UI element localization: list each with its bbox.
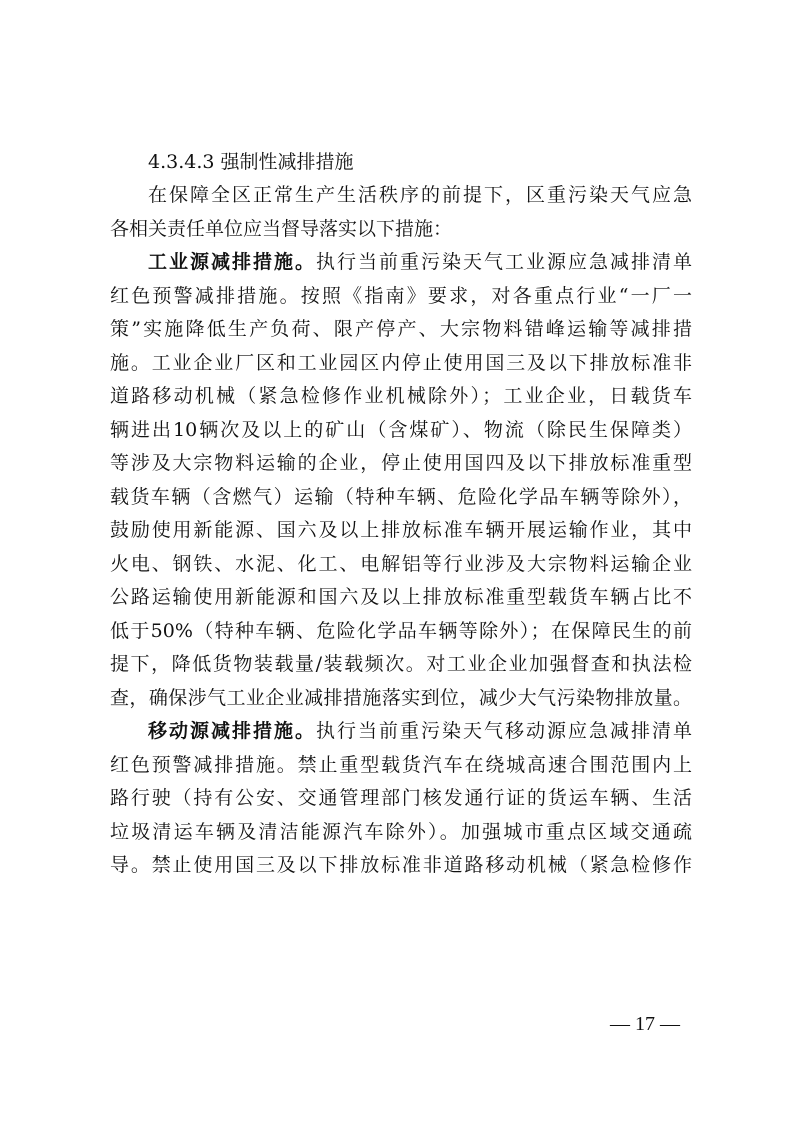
industrial-line: 鼓励使用新能源、国六及以上排放标准车辆开展运输作业，其中 — [110, 519, 692, 541]
industrial-line: 载货车辆（含燃气）运输（特种车辆、危险化学品车辆等除外）， — [110, 485, 692, 508]
industrial-first-line — [110, 246, 692, 280]
mobile-first-line — [110, 715, 692, 749]
industrial-line: 施。工业企业厂区和工业园区内停止使用国三及以下排放标准非 — [110, 351, 692, 374]
mobile-line: 垃圾清运车辆及清洁能源汽车除外）。加强城市重点区域交通疏 — [110, 820, 692, 843]
mobile-line: 路行驶（持有公安、交通管理部门核发通行证的货运车辆、生活 — [110, 787, 692, 809]
intro-paragraph — [110, 179, 692, 246]
section-heading: 4.3.4.3 强制性减排措施 — [148, 151, 354, 173]
mobile-paragraph — [110, 715, 692, 883]
industrial-line: 低于50%（特种车辆、危险化学品车辆等除外）；在保障民生的前 — [110, 619, 692, 642]
page-number: — 17 — — [610, 1013, 680, 1035]
intro-line: 各相关责任单位应当督导落实以下措施： — [110, 217, 453, 240]
document-body — [110, 146, 692, 883]
industrial-line: 道路移动机械（紧急检修作业机械除外）；工业企业，日载货车 — [110, 385, 692, 407]
industrial-paragraph — [110, 246, 692, 715]
industrial-line: 公路运输使用新能源和国六及以上排放标准重型载货车辆占比不 — [110, 586, 692, 608]
industrial-line: 辆进出10辆次及以上的矿山（含煤矿）、物流（除民生保障类） — [110, 418, 692, 441]
mobile-line: 导。禁止使用国三及以下排放标准非道路移动机械（紧急检修作 — [110, 854, 692, 876]
industrial-line: 红色预警减排措施。按照《指南》要求，对各重点行业“一厂一 — [110, 284, 692, 307]
industrial-lead: 工业源减排措施。 — [148, 251, 316, 273]
industrial-line: 策”实施降低生产负荷、限产停产、大宗物料错峰运输等减排措 — [110, 318, 692, 340]
industrial-first-line-text: 执行当前重污染天气工业源应急减排清单 — [316, 251, 692, 273]
mobile-first-line-text: 执行当前重污染天气移动源应急减排清单 — [316, 720, 692, 742]
industrial-line: 提下，降低货物装载量/装载频次。对工业企业加强督查和执法检 — [110, 653, 692, 675]
industrial-line: 查，确保涉气工业企业减排措施落实到位，减少大气污染物排放量。 — [110, 686, 692, 709]
intro-line: 在保障全区正常生产生活秩序的前提下，区重污染天气应急 — [148, 184, 692, 206]
mobile-lead: 移动源减排措施。 — [148, 720, 316, 742]
mobile-line: 红色预警减排措施。禁止重型载货汽车在绕城高速合围范围内上 — [110, 753, 692, 776]
industrial-line: 等涉及大宗物料运输的企业，停止使用国四及以下排放标准重型 — [110, 452, 692, 474]
industrial-line: 火电、钢铁、水泥、化工、电解铝等行业涉及大宗物料运输企业 — [110, 552, 692, 575]
